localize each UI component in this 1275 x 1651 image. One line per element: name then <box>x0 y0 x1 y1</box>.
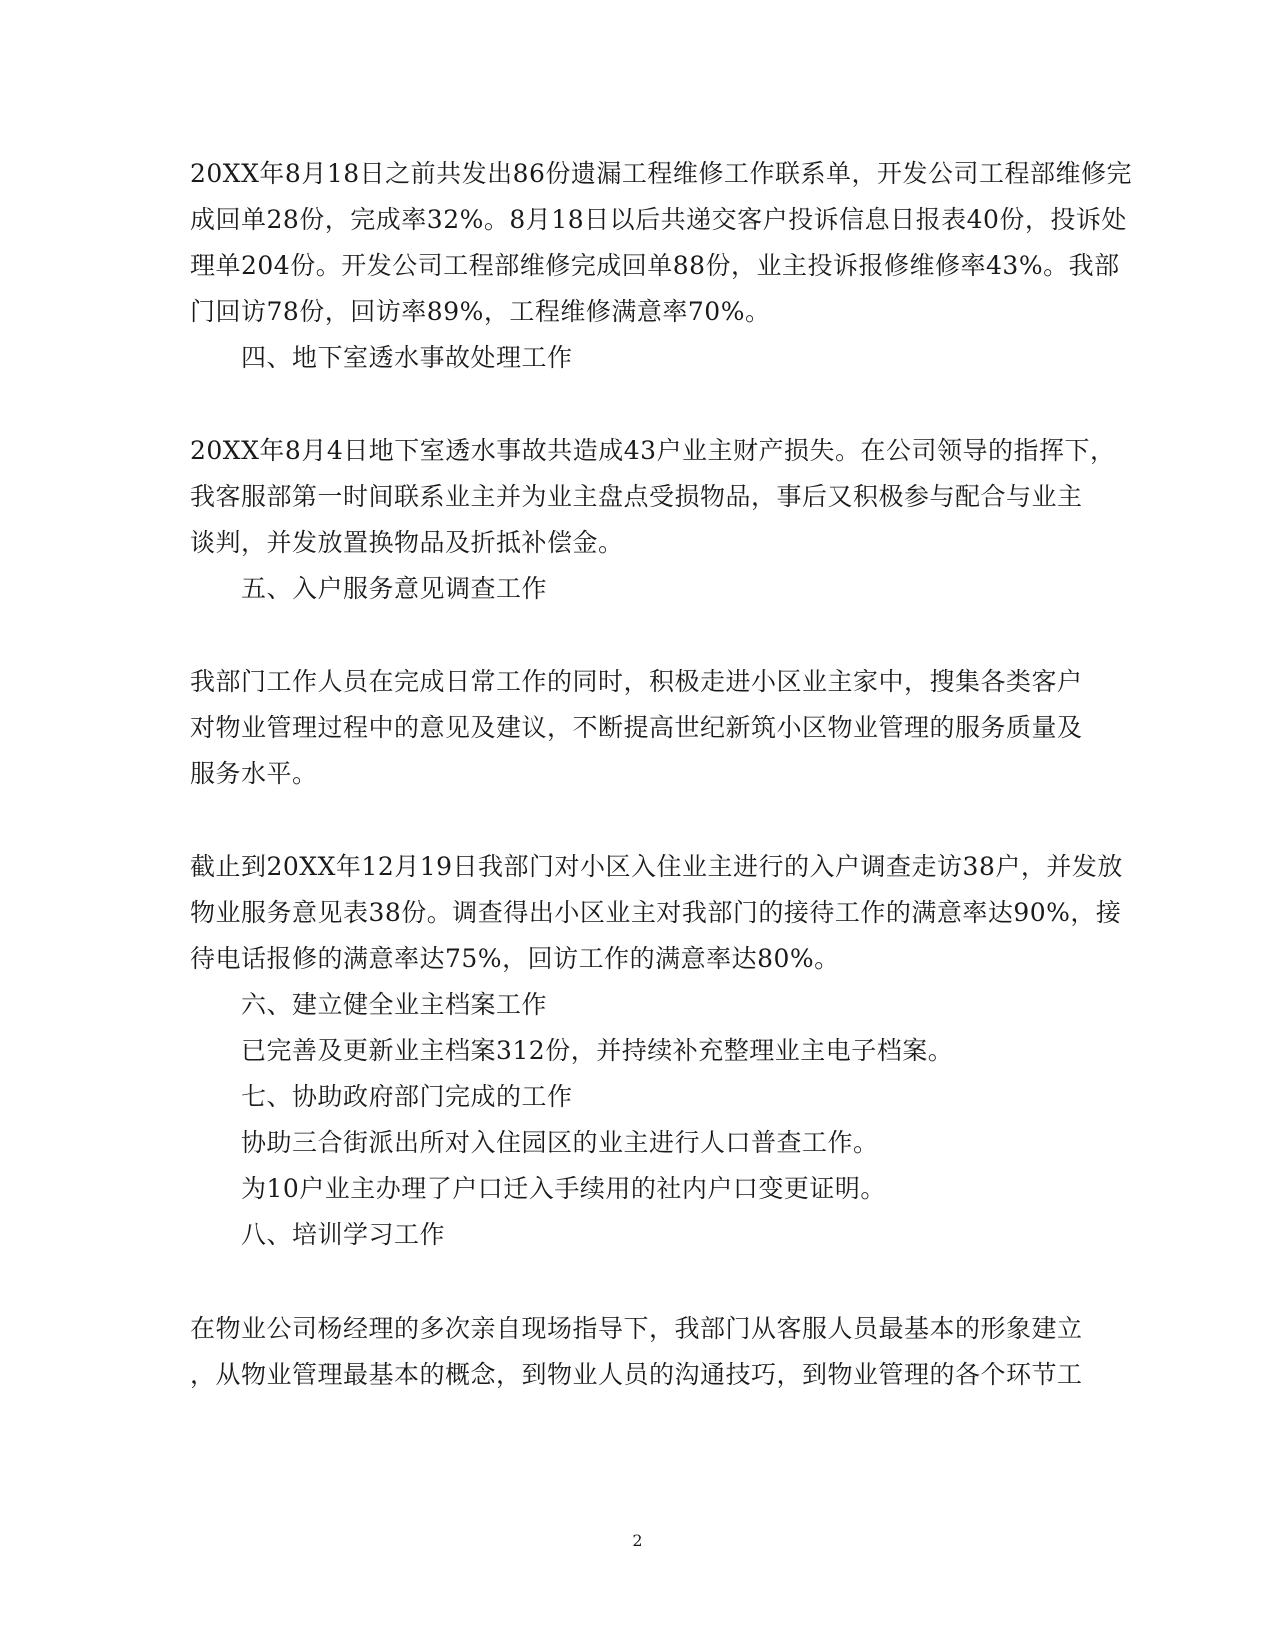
body-text-line: 20XX年8月18日之前共发出86份遗漏工程维修工作联系单，开发公司工程部维修完 <box>190 159 1132 188</box>
body-text-line: 成回单28份，完成率32%。8月18日以后共递交客户投诉信息日报表40份，投诉处 <box>190 205 1127 234</box>
body-text-line: ，从物业管理最基本的概念，到物业人员的沟通技巧，到物业管理的各个环节工 <box>190 1360 1083 1389</box>
section-heading: 四、地下室透水事故处理工作 <box>241 343 573 372</box>
body-text-line: 谈判，并发放置换物品及折抵补偿金。 <box>190 528 624 557</box>
body-text-line: 服务水平。 <box>190 759 318 788</box>
section-heading: 六、建立健全业主档案工作 <box>241 990 548 1019</box>
section-heading: 八、培训学习工作 <box>241 1220 446 1249</box>
body-text-line: 我部门工作人员在完成日常工作的同时，积极走进小区业主家中，搜集各类客户 <box>190 667 1083 696</box>
body-text-line: 20XX年8月4日地下室透水事故共造成43户业主财产损失。在公司领导的指挥下， <box>190 436 1116 465</box>
indented-text-line: 已完善及更新业主档案312份，并持续补充整理业主电子档案。 <box>241 1036 954 1065</box>
body-text-line: 物业服务意见表38份。调查得出小区业主对我部门的接待工作的满意率达90%，接 <box>190 898 1122 927</box>
body-text-line: 对物业管理过程中的意见及建议，不断提高世纪新筑小区物业管理的服务质量及 <box>190 713 1083 742</box>
section-heading: 五、入户服务意见调查工作 <box>241 574 548 603</box>
indented-text-line: 协助三合街派出所对入住园区的业主进行人口普查工作。 <box>241 1128 879 1157</box>
body-text-line: 截止到20XX年12月19日我部门对小区入住业主进行的入户调查走访38户，并发放 <box>190 852 1123 881</box>
body-text-line: 理单204份。开发公司工程部维修完成回单88份，业主投诉报修维修率43%。我部 <box>190 251 1120 280</box>
body-text-line: 在物业公司杨经理的多次亲自现场指导下，我部门从客服人员最基本的形象建立 <box>190 1314 1083 1343</box>
indented-text-line: 为10户业主办理了户口迁入手续用的社内户口变更证明。 <box>241 1174 886 1203</box>
body-text-line: 门回访78份，回访率89%，工程维修满意率70%。 <box>190 297 771 326</box>
section-heading: 七、协助政府部门完成的工作 <box>241 1082 573 1111</box>
body-text-line: 待电话报修的满意率达75%，回访工作的满意率达80%。 <box>190 944 840 973</box>
body-text-line: 我客服部第一时间联系业主并为业主盘点受损物品，事后又积极参与配合与业主 <box>190 482 1083 511</box>
page-number: 2 <box>632 1531 643 1550</box>
